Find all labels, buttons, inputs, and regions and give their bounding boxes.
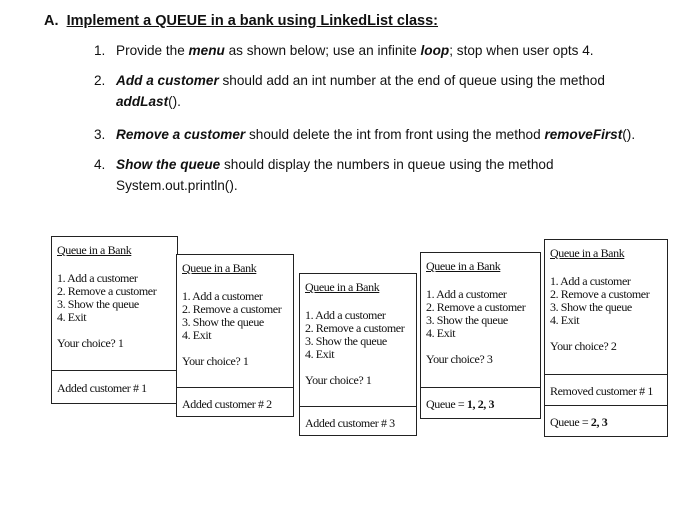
requirement-text: should delete the int from front using the method — [245, 127, 545, 142]
menu-option-exit: 4. Exit — [57, 310, 87, 324]
requirement-emphasis: menu — [188, 43, 225, 58]
requirement-text: (). — [622, 127, 636, 142]
panel-divider — [177, 387, 293, 388]
menu-option-remove: 2. Remove a customer — [57, 284, 157, 298]
console-panel-5 — [544, 239, 668, 406]
method-name: System.out.println(). — [116, 178, 238, 193]
requirement-number: 3. — [94, 127, 106, 142]
menu-option-exit: 4. Exit — [550, 313, 580, 327]
choice-prompt: Your choice? 3 — [426, 352, 493, 366]
panel-title: Queue in a Bank — [182, 261, 257, 275]
menu-option-add: 1. Add a customer — [550, 274, 631, 288]
requirement-text: as shown below; use an infinite — [224, 43, 421, 58]
requirement-emphasis: Remove a customer — [116, 127, 246, 142]
console-panel-4 — [420, 252, 541, 419]
panel-title: Queue in a Bank — [550, 246, 625, 260]
choice-prompt: Your choice? 1 — [305, 373, 372, 387]
requirement-emphasis: Show the queue — [116, 157, 221, 172]
requirement-text: ; stop when user opts 4. — [449, 43, 594, 58]
console-panel-6 — [544, 405, 668, 437]
panel-result — [182, 397, 272, 411]
method-name: addLast — [116, 94, 169, 109]
panel-title: Queue in a Bank — [426, 259, 501, 273]
section-prefix: A. — [44, 13, 59, 29]
requirement-number: 1. — [94, 43, 106, 58]
result-text: Queue = — [550, 415, 591, 429]
result-text: Queue = — [426, 397, 467, 411]
console-panel-3 — [299, 273, 417, 436]
requirement-emphasis: Add a customer — [116, 73, 219, 88]
menu-option-show: 3. Show the queue — [182, 315, 264, 329]
panel-result — [57, 381, 147, 395]
result-values: 2, 3 — [590, 415, 608, 429]
choice-prompt: Your choice? 1 — [182, 354, 249, 368]
menu-option-remove: 2. Remove a customer — [426, 300, 526, 314]
panel-result — [305, 416, 395, 430]
panel-title: Queue in a Bank — [57, 243, 132, 257]
panel-divider — [52, 370, 177, 371]
requirement-text: should add an int number at the end of queue using the method — [218, 73, 605, 88]
requirement-text: should display the numbers in queue using the method — [220, 157, 554, 172]
requirement-emphasis: loop — [420, 43, 450, 58]
menu-option-exit: 4. Exit — [305, 347, 335, 361]
result-text: Added customer # 3 — [305, 416, 395, 430]
requirement-text: Provide the — [116, 43, 189, 58]
panel-divider — [421, 387, 540, 388]
section-heading — [44, 13, 438, 29]
requirement-number: 4. — [94, 157, 106, 172]
menu-option-remove: 2. Remove a customer — [182, 302, 282, 316]
method-name: removeFirst — [544, 127, 623, 142]
menu-option-show: 3. Show the queue — [550, 300, 632, 314]
menu-option-show: 3. Show the queue — [57, 297, 139, 311]
menu-option-add: 1. Add a customer — [182, 289, 263, 303]
panel-result — [426, 397, 494, 411]
console-panel-2 — [176, 254, 294, 417]
section-title: Implement a QUEUE in a bank using LinkedList class: — [66, 13, 439, 29]
panel-divider — [300, 406, 416, 407]
menu-option-add: 1. Add a customer — [57, 271, 138, 285]
panel-divider — [545, 374, 667, 375]
requirement-text: (). — [168, 94, 181, 109]
menu-option-remove: 2. Remove a customer — [550, 287, 650, 301]
menu-option-exit: 4. Exit — [426, 326, 456, 340]
choice-prompt: Your choice? 2 — [550, 339, 617, 353]
panel-title: Queue in a Bank — [305, 280, 380, 294]
panel-result — [550, 415, 607, 429]
menu-option-show: 3. Show the queue — [426, 313, 508, 327]
result-values: 1, 2, 3 — [466, 397, 495, 411]
menu-option-remove: 2. Remove a customer — [305, 321, 405, 335]
console-panel-1 — [51, 236, 178, 404]
menu-option-exit: 4. Exit — [182, 328, 212, 342]
menu-option-add: 1. Add a customer — [305, 308, 386, 322]
result-text: Added customer # 2 — [182, 397, 272, 411]
choice-prompt: Your choice? 1 — [57, 336, 124, 350]
panel-result — [550, 384, 653, 398]
result-text: Added customer # 1 — [57, 381, 147, 395]
menu-option-add: 1. Add a customer — [426, 287, 507, 301]
result-text: Removed customer # 1 — [550, 384, 653, 398]
requirement-number: 2. — [94, 73, 106, 88]
menu-option-show: 3. Show the queue — [305, 334, 387, 348]
